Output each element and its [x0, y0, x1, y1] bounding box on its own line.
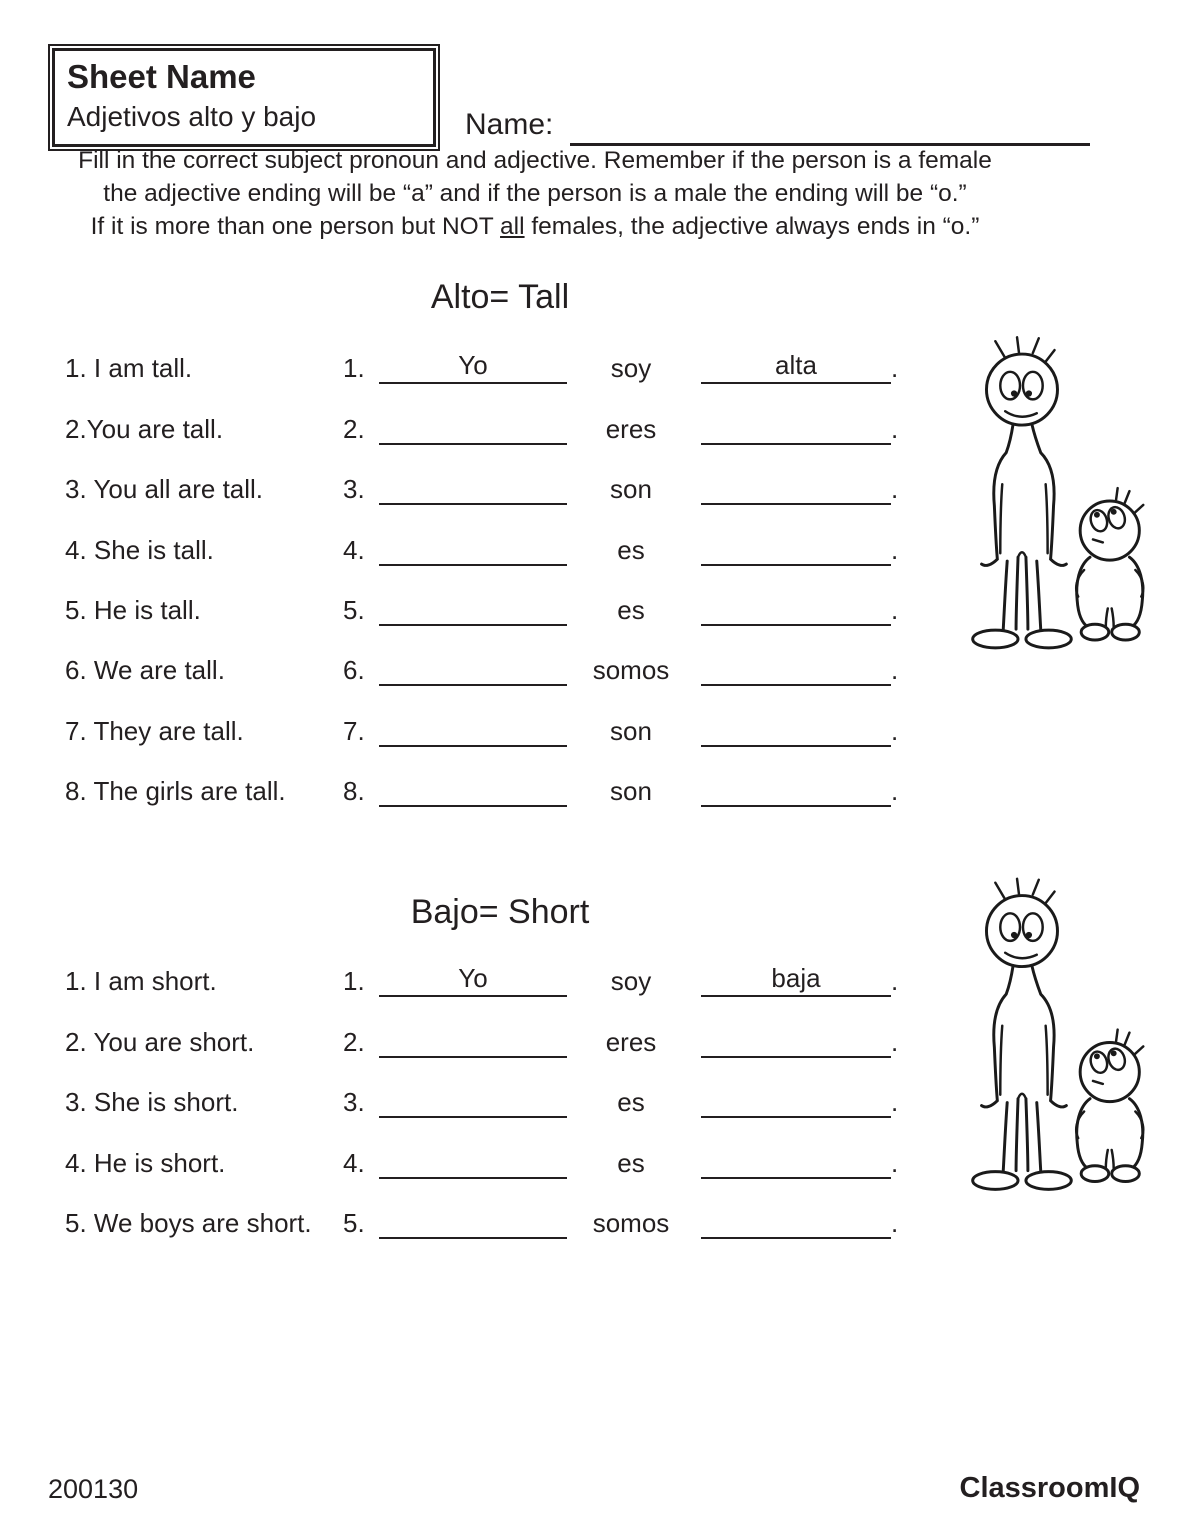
worksheet-row: [65, 626, 903, 686]
instruction-line-3: If it is more than one person but NOT all females, the adjective always ends in “o.”: [90, 213, 980, 240]
item-number: 3.: [343, 474, 365, 505]
name-label: Name:: [465, 108, 554, 141]
pronoun-blank: [379, 683, 567, 686]
period: .: [891, 1207, 899, 1238]
worksheet-row: [65, 1118, 903, 1178]
english-prompt: 5. He is tall.: [65, 594, 201, 625]
adjective-blank: [701, 442, 891, 445]
brand-logo: ClassroomIQ: [959, 1472, 1140, 1504]
period: .: [891, 534, 899, 565]
adjective-blank: [701, 1055, 891, 1058]
verb-label: es: [617, 1087, 645, 1118]
item-number: 1.: [343, 966, 365, 997]
pronoun-blank: [379, 744, 567, 747]
worksheet-row: [65, 1179, 903, 1239]
verb-label: eres: [605, 1026, 657, 1057]
worksheet-row: [65, 997, 903, 1057]
english-prompt: 1. I am short.: [65, 966, 217, 997]
verb-label: son: [610, 474, 652, 505]
period: .: [891, 966, 899, 997]
english-prompt: 3. She is short.: [65, 1087, 239, 1118]
section-bajo-title: Bajo= Short: [410, 893, 590, 931]
pronoun-blank: [379, 1176, 567, 1179]
tall-figure-illustration: [973, 337, 1072, 648]
english-prompt: 2. You are short.: [65, 1026, 255, 1057]
pronoun-blank: Yo: [379, 350, 567, 384]
item-number: 3.: [343, 1087, 365, 1118]
bajo-figures-illustration: [950, 874, 1162, 1207]
period: .: [891, 413, 899, 444]
period: .: [891, 776, 899, 807]
english-prompt: 4. He is short.: [65, 1147, 226, 1178]
pronoun-blank: [379, 1055, 567, 1058]
section-alto-title: Alto= Tall: [430, 278, 570, 316]
adjective-blank: [701, 804, 891, 807]
worksheet-row: [65, 747, 903, 807]
english-prompt: 3. You all are tall.: [65, 474, 264, 505]
item-number: 5.: [343, 1207, 365, 1238]
worksheet-row: [65, 324, 903, 384]
section-alto-rows: [65, 324, 903, 807]
verb-label: soy: [610, 353, 652, 384]
pronoun-blank: Yo: [379, 963, 567, 997]
period: .: [891, 474, 899, 505]
item-number: 6.: [343, 655, 365, 686]
item-number: 4.: [343, 534, 365, 565]
item-number: 4.: [343, 1147, 365, 1178]
verb-label: somos: [592, 1207, 670, 1238]
pronoun-blank: [379, 1236, 567, 1239]
verb-label: son: [610, 715, 652, 746]
short-figure-illustration: [1076, 488, 1143, 640]
adjective-blank: [701, 502, 891, 505]
english-prompt: 8. The girls are tall.: [65, 776, 286, 807]
tall-figure-illustration: [973, 879, 1072, 1190]
verb-label: eres: [605, 413, 657, 444]
verb-label: es: [617, 1147, 645, 1178]
header-box-inner: [52, 48, 436, 147]
underlined-word: all: [500, 213, 525, 240]
worksheet-row: [65, 505, 903, 565]
alto-figures-illustration: [950, 334, 1162, 664]
adjective-blank: [701, 563, 891, 566]
pronoun-blank: [379, 623, 567, 626]
english-prompt: 5. We boys are short.: [65, 1207, 312, 1238]
item-number: 1.: [343, 353, 365, 384]
sheet-name-label: Sheet Name: [67, 58, 256, 95]
instructions: [30, 144, 1040, 243]
pronoun-blank: [379, 502, 567, 505]
period: .: [891, 353, 899, 384]
item-number: 5.: [343, 594, 365, 625]
section-bajo-rows: [65, 937, 903, 1239]
footer-code: 200130: [48, 1474, 139, 1504]
pronoun-blank: [379, 563, 567, 566]
period: .: [891, 1026, 899, 1057]
adjective-blank: [701, 1115, 891, 1118]
english-prompt: 6. We are tall.: [65, 655, 225, 686]
worksheet-row: [65, 937, 903, 997]
tall-short-figures-icon: [950, 334, 1162, 664]
pronoun-blank: [379, 804, 567, 807]
verb-label: es: [617, 534, 645, 565]
verb-label: es: [617, 594, 645, 625]
item-number: 8.: [343, 776, 365, 807]
adjective-blank: [701, 744, 891, 747]
worksheet-row: [65, 384, 903, 444]
period: .: [891, 1087, 899, 1118]
worksheet-row: [65, 1058, 903, 1118]
instruction-line-1: Fill in the correct subject pronoun and adjective. Remember if the person is a female: [78, 147, 992, 174]
instruction-line-2: the adjective ending will be “a” and if the person is a male the ending will be “o.”: [103, 180, 967, 207]
period: .: [891, 1147, 899, 1178]
verb-label: son: [610, 776, 652, 807]
period: .: [891, 715, 899, 746]
item-number: 2.: [343, 413, 365, 444]
period: .: [891, 655, 899, 686]
item-number: 2.: [343, 1026, 365, 1057]
verb-label: soy: [610, 966, 652, 997]
english-prompt: 1. I am tall.: [65, 353, 193, 384]
item-number: 7.: [343, 715, 365, 746]
adjective-blank: [701, 623, 891, 626]
pronoun-blank: [379, 442, 567, 445]
worksheet-row: [65, 445, 903, 505]
tall-short-figures-icon: [950, 874, 1162, 1207]
period: .: [891, 594, 899, 625]
adjective-blank: [701, 683, 891, 686]
english-prompt: 4. She is tall.: [65, 534, 214, 565]
adjective-blank: [701, 1176, 891, 1179]
header-box: [48, 44, 440, 151]
english-prompt: 7. They are tall.: [65, 715, 244, 746]
english-prompt: 2.You are tall.: [65, 413, 224, 444]
verb-label: somos: [592, 655, 670, 686]
worksheet-row: [65, 566, 903, 626]
short-figure-illustration: [1076, 1030, 1143, 1182]
adjective-blank: baja: [701, 963, 891, 997]
worksheet-row: [65, 686, 903, 746]
sheet-title: Adjetivos alto y bajo: [67, 100, 317, 132]
pronoun-blank: [379, 1115, 567, 1118]
adjective-blank: alta: [701, 350, 891, 384]
adjective-blank: [701, 1236, 891, 1239]
